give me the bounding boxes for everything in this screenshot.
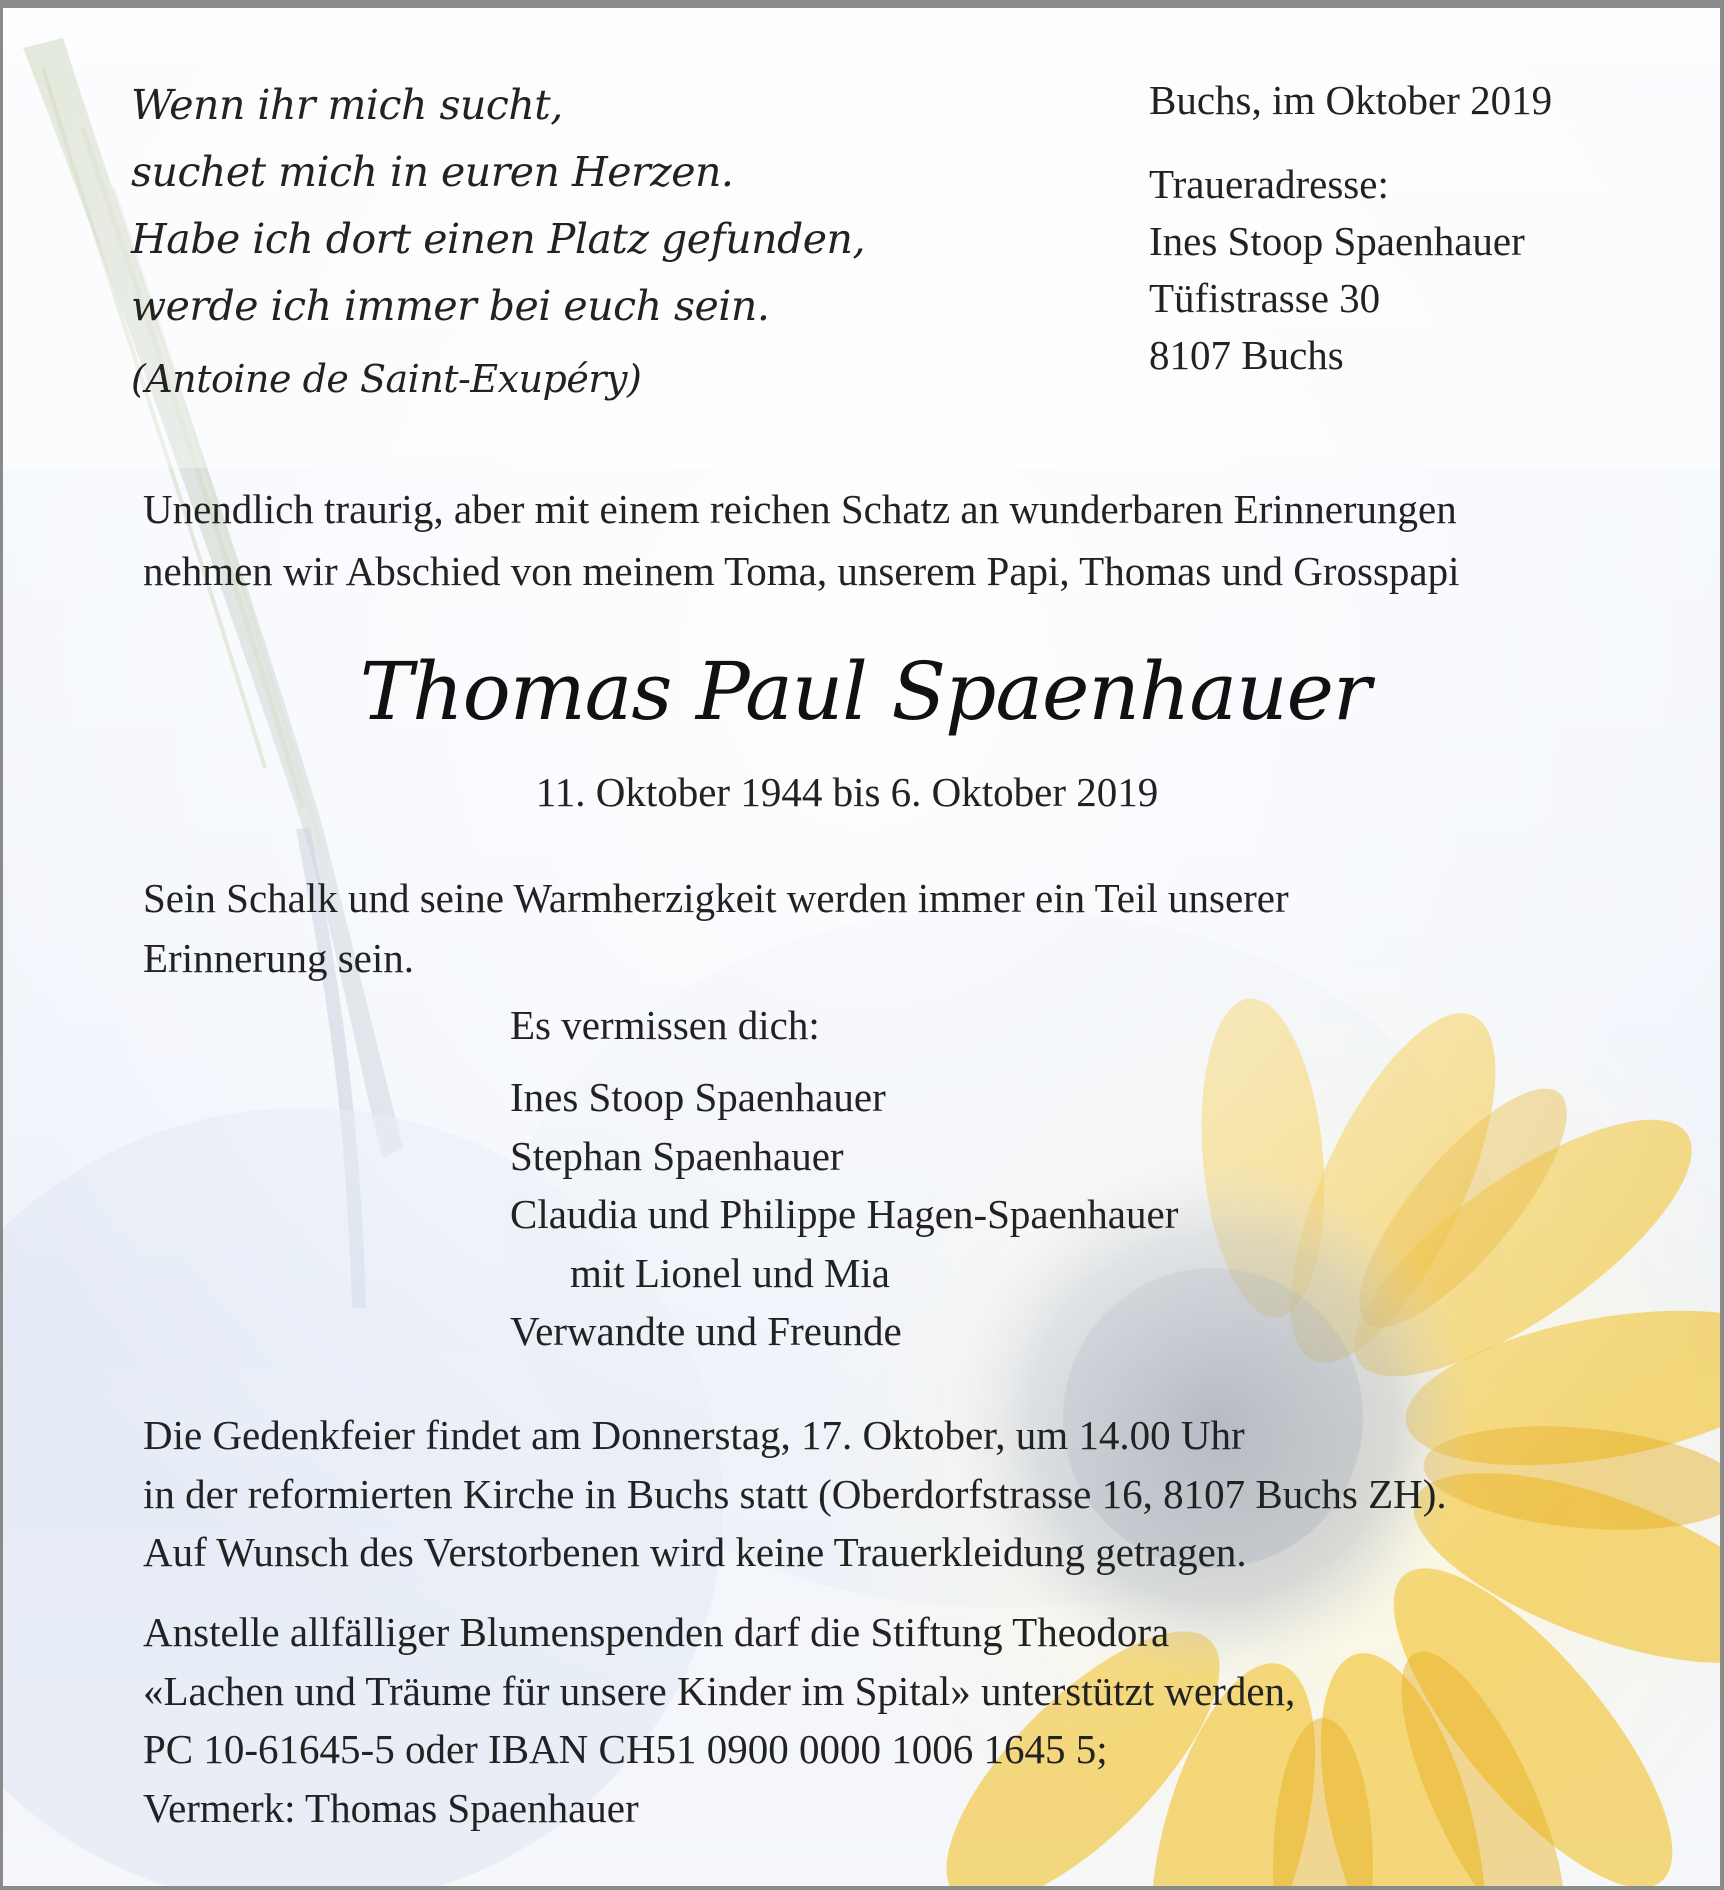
address-line: Ines Stoop Spaenhauer [1149, 218, 1525, 264]
tribute-line: Erinnerung sein. [143, 935, 414, 981]
poem-quote [131, 72, 891, 413]
poem-line: werde ich immer bei euch sein. [131, 282, 770, 330]
donation-line: PC 10-61645-5 oder IBAN CH51 0900 0000 1006 1645 5; [143, 1726, 1108, 1772]
mourning-address-block [1149, 74, 1689, 384]
mourner: Verwandte und Freunde [510, 1308, 902, 1354]
mourners-list [510, 998, 1410, 1361]
address-line: 8107 Buchs [1149, 332, 1344, 378]
ceremony-line: in der reformierten Kirche in Buchs statt (Oberdorfstrasse 16, 8107 Buchs ZH). [143, 1470, 1447, 1517]
place-date: Buchs, im Oktober 2019 [1149, 77, 1553, 123]
donation-line: «Lachen und Träume für unsere Kinder im Spital» unterstützt werden, [143, 1667, 1296, 1714]
tribute-line: Sein Schalk und seine Warmherzigkeit werden immer ein Teil unserer [143, 875, 1289, 921]
mourner: Claudia und Philippe Hagen-Spaenhauer [510, 1191, 1179, 1237]
deceased-name: Thomas Paul Spaenhauer [359, 645, 1371, 738]
donation-info [143, 1603, 1643, 1837]
poem-line: Wenn ihr mich sucht, [131, 81, 563, 129]
poem-line: suchet mich in euren Herzen. [131, 148, 734, 196]
intro-line: Unendlich traurig, aber mit einem reichen Schatz an wunderbaren Erinnerungen [143, 486, 1457, 532]
mourner: Stephan Spaenhauer [510, 1132, 844, 1179]
poem-author: (Antoine de Saint-Exupéry) [131, 357, 642, 401]
intro-text [143, 478, 1623, 602]
ceremony-info [143, 1406, 1643, 1582]
address-line: Tüfistrasse 30 [1149, 275, 1381, 321]
mourners-heading: Es vermissen dich: [510, 1002, 820, 1048]
ceremony-line: Auf Wunsch des Verstorbenen wird keine Trauerkleidung getragen. [143, 1529, 1247, 1575]
mourner: mit Lionel und Mia [570, 1249, 890, 1296]
tribute-text [143, 868, 1623, 988]
donation-line: Vermerk: Thomas Spaenhauer [143, 1784, 639, 1831]
intro-line: nehmen wir Abschied von meinem Toma, unserem Papi, Thomas und Grosspapi [143, 548, 1460, 594]
poem-line: Habe ich dort einen Platz gefunden, [131, 215, 865, 263]
donation-line: Anstelle allfälliger Blumenspenden darf die Stiftung Theodora [143, 1609, 1170, 1655]
mourner: Ines Stoop Spaenhauer [510, 1074, 886, 1120]
address-label: Traueradresse: [1149, 161, 1389, 207]
ceremony-line: Die Gedenkfeier findet am Donnerstag, 17. Oktober, um 14.00 Uhr [143, 1412, 1245, 1458]
life-dates: 11. Oktober 1944 bis 6. Oktober 2019 [535, 769, 1159, 815]
